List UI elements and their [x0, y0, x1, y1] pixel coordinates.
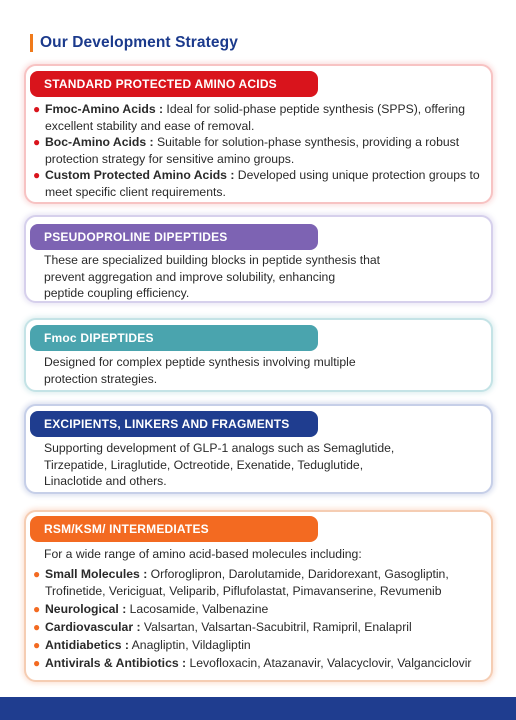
section-heading-fmoc-dipeptides: Fmoc DIPEPTIDES [30, 325, 318, 351]
item-description: Levofloxacin, Atazanavir, Valacyclovir, Valganciclovir [186, 655, 472, 670]
bullet-icon: ● [33, 637, 41, 652]
bullet-icon: ● [33, 102, 41, 116]
bullet-icon: ● [33, 601, 41, 616]
item-description: Suitable for solution-phase synthesis, providing a robust protection strategy for sensitive amino groups. [45, 135, 460, 166]
item-description: Developed using unique protection groups to meet specific client requirements. [45, 168, 480, 199]
item-term: Antidiabetics : [45, 637, 129, 652]
body-line: prevent aggregation and improve solubility, enhancing [44, 269, 336, 284]
item-term: Custom Protected Amino Acids : [45, 168, 235, 182]
section-heading-excipients-linkers-fragments: EXCIPIENTS, LINKERS AND FRAGMENTS [30, 411, 318, 437]
bullet-icon: ● [33, 655, 41, 670]
section-heading-standard-protected-amino-acids: STANDARD PROTECTED AMINO ACIDS [30, 71, 318, 97]
page-header [30, 33, 238, 53]
list-item [31, 167, 481, 200]
item-term: Antivirals & Antibiotics : [45, 655, 187, 670]
bullet-icon: ● [33, 567, 41, 581]
body-line: Linaclotide and others. [44, 474, 167, 488]
list-item [31, 601, 501, 618]
bullet-icon: ● [33, 135, 41, 149]
body-line: These are specialized building blocks in peptide synthesis that [44, 253, 381, 267]
item-description: Anagliptin, Vildagliptin [128, 637, 251, 652]
list-item [31, 101, 481, 134]
section-heading-rsm-ksm-intermediates: RSM/KSM/ INTERMEDIATES [30, 516, 318, 542]
section-intro-intermediates: For a wide range of amino acid-based molecules including: [44, 547, 362, 561]
amino-acids-list [31, 101, 481, 200]
item-term: Small Molecules : [45, 567, 148, 581]
item-description: Ideal for solid-phase peptide synthesis (SPPS), offering excellent stability and ease of removal. [45, 102, 465, 133]
body-line: peptide coupling efficiency. [44, 286, 190, 300]
section-body-fmoc-dipeptides [44, 354, 484, 387]
item-term: Neurological : [45, 601, 127, 616]
section-body-pseudoproline [44, 252, 484, 302]
list-item [31, 655, 501, 672]
list-item [31, 566, 501, 599]
list-item [31, 134, 481, 167]
section-body-excipients [44, 440, 489, 490]
body-line: Designed for complex peptide synthesis involving multiple [44, 355, 356, 369]
item-term: Cardiovascular : [45, 619, 141, 634]
bullet-icon: ● [33, 619, 41, 634]
title-accent-bar [30, 34, 33, 52]
list-item [31, 619, 501, 636]
list-item [31, 637, 501, 654]
item-description: Orforoglipron, Darolutamide, Daridorexant, Gasogliptin, Trofinetide, Vericiguat, Veliparib, Piflufolastat, Pimavanserine, Revumenib [45, 567, 449, 598]
page-title: Our Development Strategy [40, 34, 238, 51]
body-line: protection strategies. [44, 371, 158, 386]
bullet-icon: ● [33, 168, 41, 182]
body-line: Tirzepatide, Liraglutide, Octreotide, Exenatide, Teduglutide, [44, 457, 364, 472]
body-line: Supporting development of GLP-1 analogs such as Semaglutide, [44, 441, 395, 455]
item-description: Valsartan, Valsartan-Sacubitril, Ramipril, Enalapril [140, 619, 412, 634]
section-heading-pseudoproline-dipeptides: PSEUDOPROLINE DIPEPTIDES [30, 224, 318, 250]
item-term: Fmoc-Amino Acids : [45, 102, 164, 116]
intermediates-list [31, 566, 501, 673]
item-term: Boc-Amino Acids : [45, 135, 154, 149]
item-description: Lacosamide, Valbenazine [126, 601, 269, 616]
footer-band [0, 697, 516, 720]
